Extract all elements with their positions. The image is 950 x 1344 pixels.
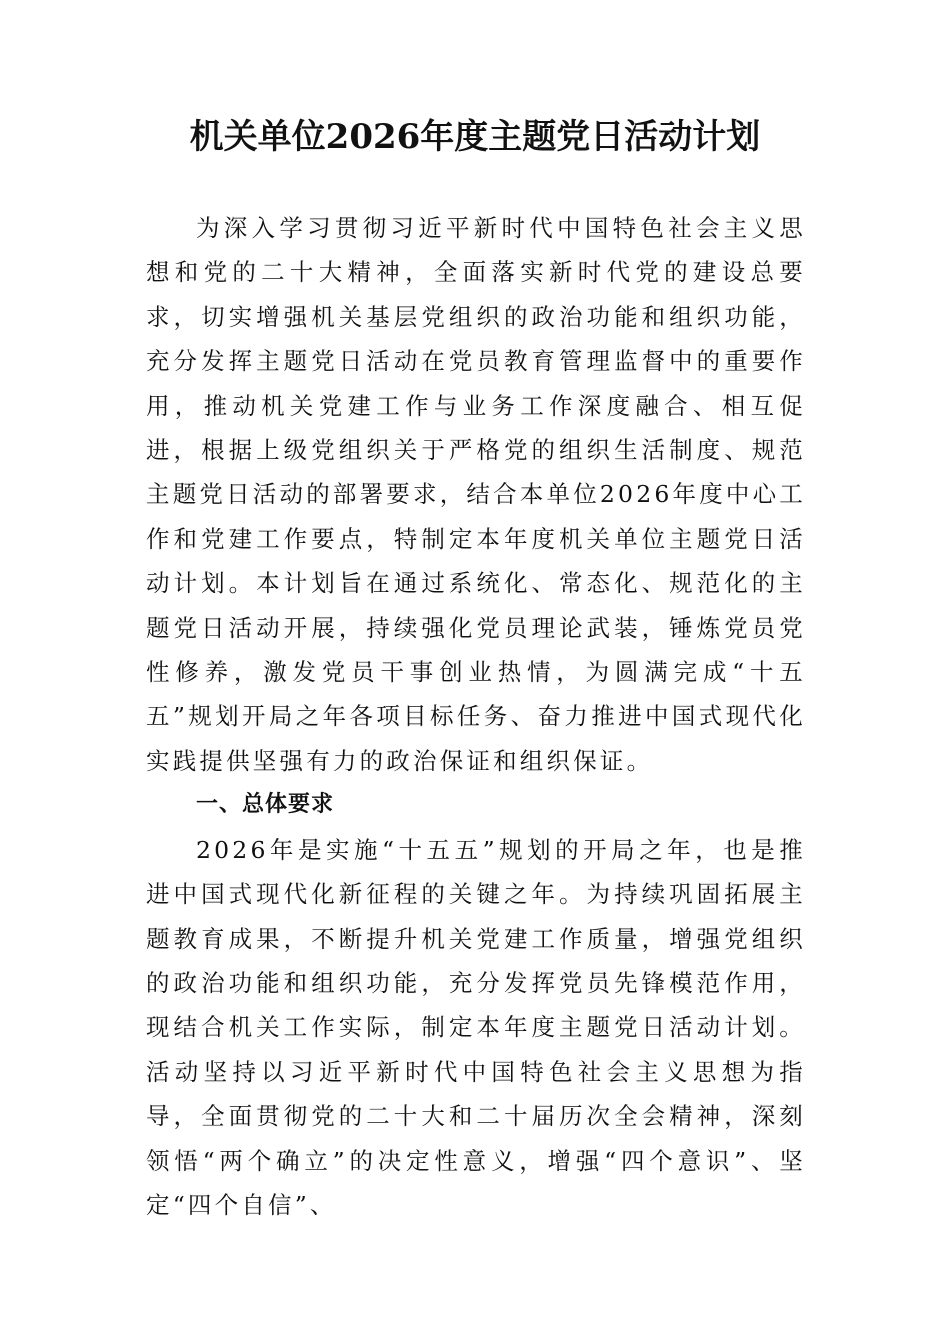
- document-body: [146, 206, 806, 1227]
- section-heading-overall-requirements: 一、总体要求: [196, 792, 335, 818]
- overall-requirements-paragraph: 2026年是实施“十五五”规划的开局之年，也是推进中国式现代化新征程的关键之年。为持续巩固拓展主题教育成果，不断提升机关党建工作质量，增强党组织的政治功能和组织功能，充分发挥党员先锋模范作用，现结合机关工作实际，制定本年度主题党日活动计划。活动坚持以习近平新时代中国特色社会主义思想为指导，全面贯彻党的二十大和二十届历次全会精神，深刻领悟“两个确立”的决定性意义，增强“四个意识”、坚定“四个自信”、: [146, 835, 806, 1219]
- intro-paragraph: 为深入学习贯彻习近平新时代中国特色社会主义思想和党的二十大精神，全面落实新时代党的建设总要求，切实增强机关基层党组织的政治功能和组织功能，充分发挥主题党日活动在党员教育管理监督中的重要作用，推动机关党建工作与业务工作深度融合、相互促进，根据上级党组织关于严格党的组织生活制度、规范主题党日活动的部署要求，结合本单位2026年度中心工作和党建工作要点，特制定本年度机关单位主题党日活动计划。本计划旨在通过系统化、常态化、规范化的主题党日活动开展，持续强化党员理论武装，锤炼党员党性修养，激发党员干事创业热情，为圆满完成“十五五”规划开局之年各项目标任务、奋力推进中国式现代化实践提供坚强有力的政治保证和组织保证。: [146, 214, 807, 775]
- document-title: 机关单位2026年度主题党日活动计划: [189, 117, 761, 157]
